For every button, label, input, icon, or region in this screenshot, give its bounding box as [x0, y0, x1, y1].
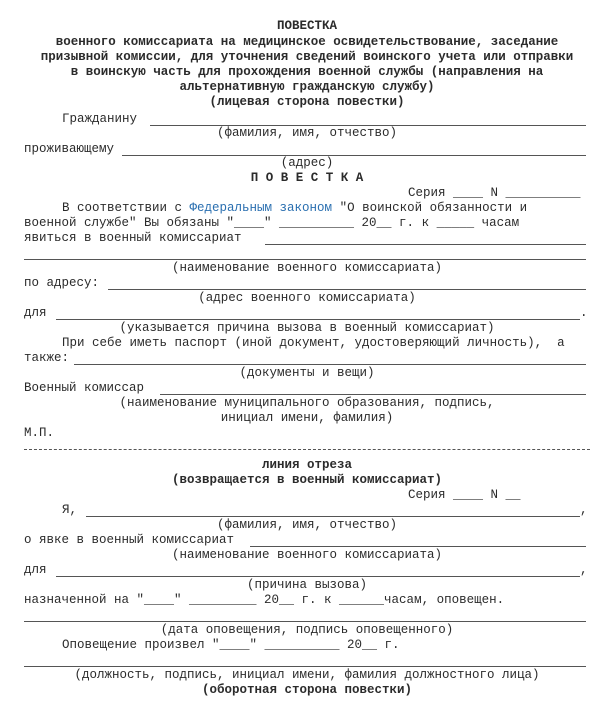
cut-commissariat-hint: (наименование военного комиссариата) [171, 548, 443, 562]
cut-line [24, 449, 590, 450]
cut-reason-line[interactable] [56, 576, 580, 577]
cut-for-label: для [24, 563, 47, 577]
cut-name-hint: (фамилия, имя, отчество) [216, 518, 398, 532]
citizen-name-hint: (фамилия, имя, отчество) [216, 126, 398, 140]
body-line-1 [62, 201, 527, 216]
notification-line[interactable] [24, 621, 586, 622]
for-label: для [24, 306, 47, 320]
reason-line-end: . [580, 306, 588, 320]
cut-reason-hint: (причина вызова) [246, 578, 368, 592]
bring-line-2: также: [24, 351, 70, 365]
residence-label: проживающему [24, 142, 115, 156]
body-line-2: военной службе" Вы обязаны "____" __________ 20__ г. к _____ часам [24, 216, 520, 230]
reason-hint: (указывается причина вызова в военный комиссариат) [119, 321, 495, 335]
body-line-3: явиться в военный комиссариат [24, 231, 242, 245]
stamp-mark: М.П. [24, 426, 55, 440]
citizen-label: Гражданину [62, 112, 138, 126]
header-line-2: призывной комиссии, для уточнения сведений воинского учета или отправки [40, 50, 574, 64]
front-side-note: (лицевая сторона повестки) [209, 95, 405, 109]
cut-commissariat-line[interactable] [250, 546, 586, 547]
commissariat-name-hint: (наименование военного комиссариата) [171, 261, 443, 275]
spaced-title: П О В Е С Т К А [250, 171, 364, 185]
commissariat-address-hint: (адрес военного комиссариата) [198, 291, 416, 305]
commissar-hint-1: (наименование муниципального образования, подпись, [119, 396, 495, 410]
cut-line-title: линия отреза [261, 458, 352, 472]
appearance-label: о явке в военный комиссариат [24, 533, 235, 547]
address-label: по адресу: [24, 276, 100, 290]
cut-reason-line-end: , [580, 563, 588, 577]
cut-series-number-line: Серия ____ N __ [408, 488, 521, 502]
header-line-4: альтернативную гражданскую службу) [179, 80, 435, 94]
series-number-line: Серия ____ N __________ [408, 186, 581, 200]
header-line-3: в воинскую часть для прохождения военной службы (направления на [70, 65, 544, 79]
cut-name-line[interactable] [86, 516, 580, 517]
commissar-hint-2: инициал имени, фамилия) [220, 411, 394, 425]
address-hint: (адрес) [280, 156, 334, 170]
notification-hint: (дата оповещения, подпись оповещенного) [160, 623, 454, 637]
documents-hint: (документы и вещи) [239, 366, 375, 380]
commissar-label: Военный комиссар [24, 381, 145, 395]
notified-by-line: Оповещение произвел "____" __________ 20__ г. [62, 638, 400, 652]
document-title: ПОВЕСТКА [276, 19, 337, 33]
commissar-line[interactable] [160, 394, 586, 395]
commissariat-address-line[interactable] [108, 289, 586, 290]
commissariat-line-1[interactable] [265, 244, 586, 245]
reason-line[interactable] [56, 319, 580, 320]
header-line-1: военного комиссариата на медицинское освидетельствование, заседание [55, 35, 559, 49]
back-side-note: (оборотная сторона повестки) [201, 683, 413, 697]
scheduled-line: назначенной на "____" _________ 20__ г. к ______часам, оповещен. [24, 593, 505, 607]
return-note: (возвращается в военный комиссариат) [171, 473, 443, 487]
documents-line[interactable] [74, 364, 586, 365]
body-1-prefix: В соответствии с [62, 201, 190, 215]
commissariat-line-2[interactable] [24, 259, 586, 260]
federal-law-link[interactable]: Федеральным законом [189, 201, 333, 215]
official-line[interactable] [24, 666, 586, 667]
official-hint: (должность, подпись, инициал имени, фамилия должностного лица) [74, 668, 540, 682]
cut-name-line-end: , [580, 503, 588, 517]
i-label: Я, [62, 503, 78, 517]
body-1-suffix: "О воинской обязанности и [332, 201, 528, 215]
bring-line-1: При себе иметь паспорт (иной документ, удостоверяющий личность), а [62, 336, 565, 350]
